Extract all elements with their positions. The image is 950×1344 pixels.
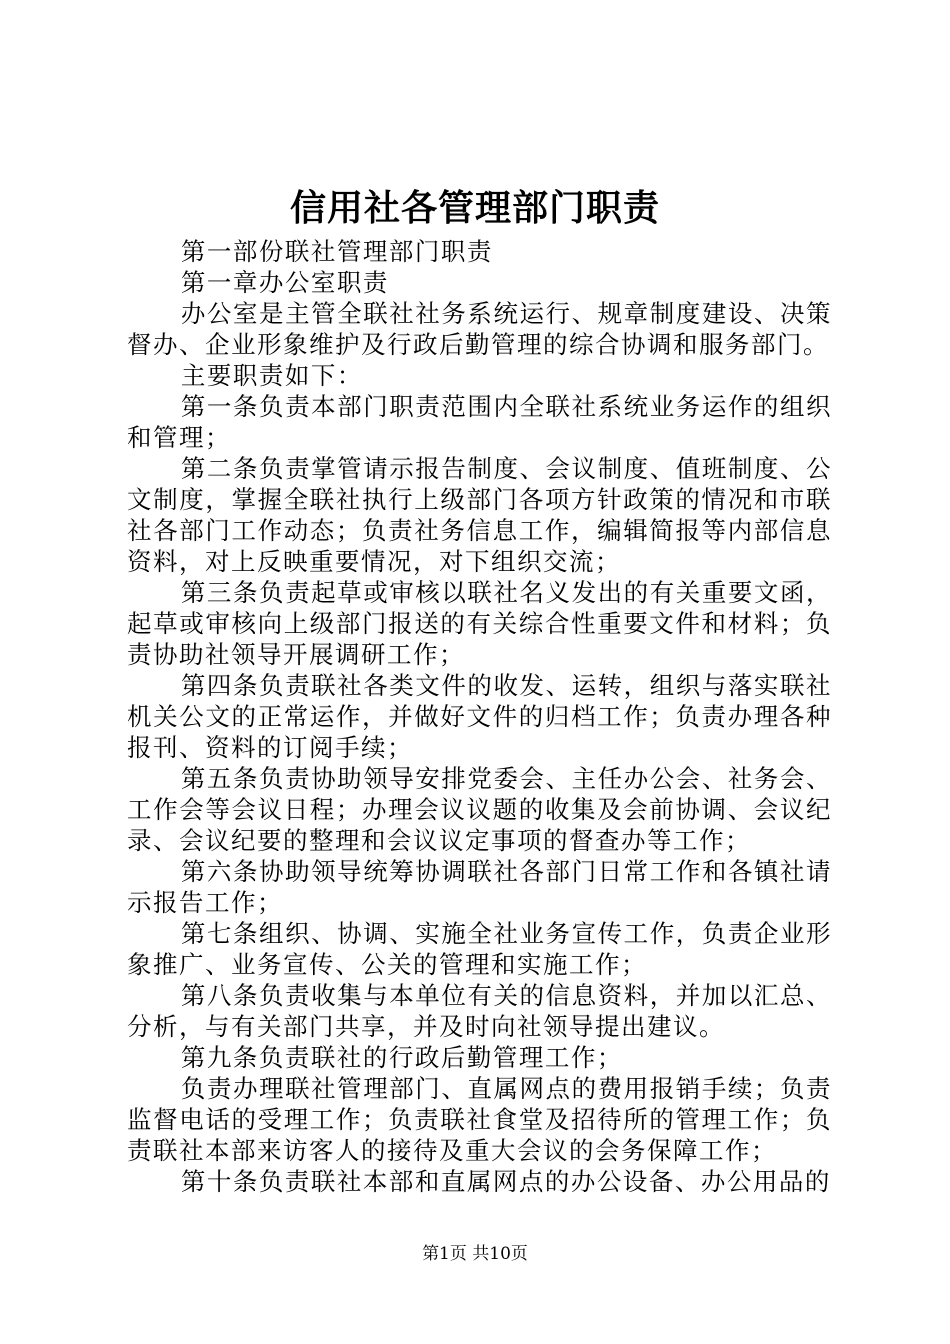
paragraph: 第一条负责本部门职责范围内全联社系统业务运作的组织和管理； [127, 392, 832, 452]
paragraph: 第四条负责联社各类文件的收发、运转，组织与落实联社机关公文的正常运作，并做好文件的归档工作；负责办理各种报刊、资料的订阅手续； [127, 671, 832, 762]
paragraph: 负责办理联社管理部门、直属网点的费用报销手续；负责监督电话的受理工作；负责联社食堂及招待所的管理工作；负责联社本部来访客人的接待及重大会议的会务保障工作； [127, 1074, 832, 1165]
paragraph: 第三条负责起草或审核以联社名义发出的有关重要文函，起草或审核向上级部门报送的有关综合性重要文件和材料；负责协助社领导开展调研工作； [127, 578, 832, 669]
paragraph: 第七条组织、协调、实施全社业务宣传工作，负责企业形象推广、业务宣传、公关的管理和实施工作； [127, 919, 832, 979]
paragraph: 第十条负责联社本部和直属网点的办公设备、办公用品的 [180, 1167, 831, 1196]
paragraph: 主要职责如下： [180, 361, 363, 390]
paragraph: 第一章办公室职责 [180, 268, 389, 297]
paragraph: 第五条负责协助领导安排党委会、主任办公会、社务会、工作会等会议日程；办理会议议题的收集及会前协调、会议纪录、会议纪要的整理和会议议定事项的督查办等工作； [127, 764, 832, 855]
paragraph: 第九条负责联社的行政后勤管理工作； [180, 1043, 623, 1072]
page-title: 信用社各管理部门职责 [289, 187, 660, 229]
paragraph: 办公室是主管全联社社务系统运行、规章制度建设、决策督办、企业形象维护及行政后勤管理的综合协调和服务部门。 [127, 299, 832, 359]
document-body [127, 236, 832, 1197]
paragraph: 第六条协助领导统筹协调联社各部门日常工作和各镇社请示报告工作； [127, 857, 832, 917]
paragraph: 第一部份联社管理部门职责 [180, 237, 493, 266]
page-footer: 第1页 共10页 [422, 1244, 528, 1264]
paragraph: 第二条负责掌管请示报告制度、会议制度、值班制度、公文制度，掌握全联社执行上级部门各项方针政策的情况和市联社各部门工作动态；负责社务信息工作，编辑简报等内部信息资料，对上反映重要情况，对下组织交流； [127, 454, 832, 576]
paragraph: 第八条负责收集与本单位有关的信息资料，并加以汇总、分析，与有关部门共享，并及时向社领导提出建议。 [127, 981, 832, 1041]
